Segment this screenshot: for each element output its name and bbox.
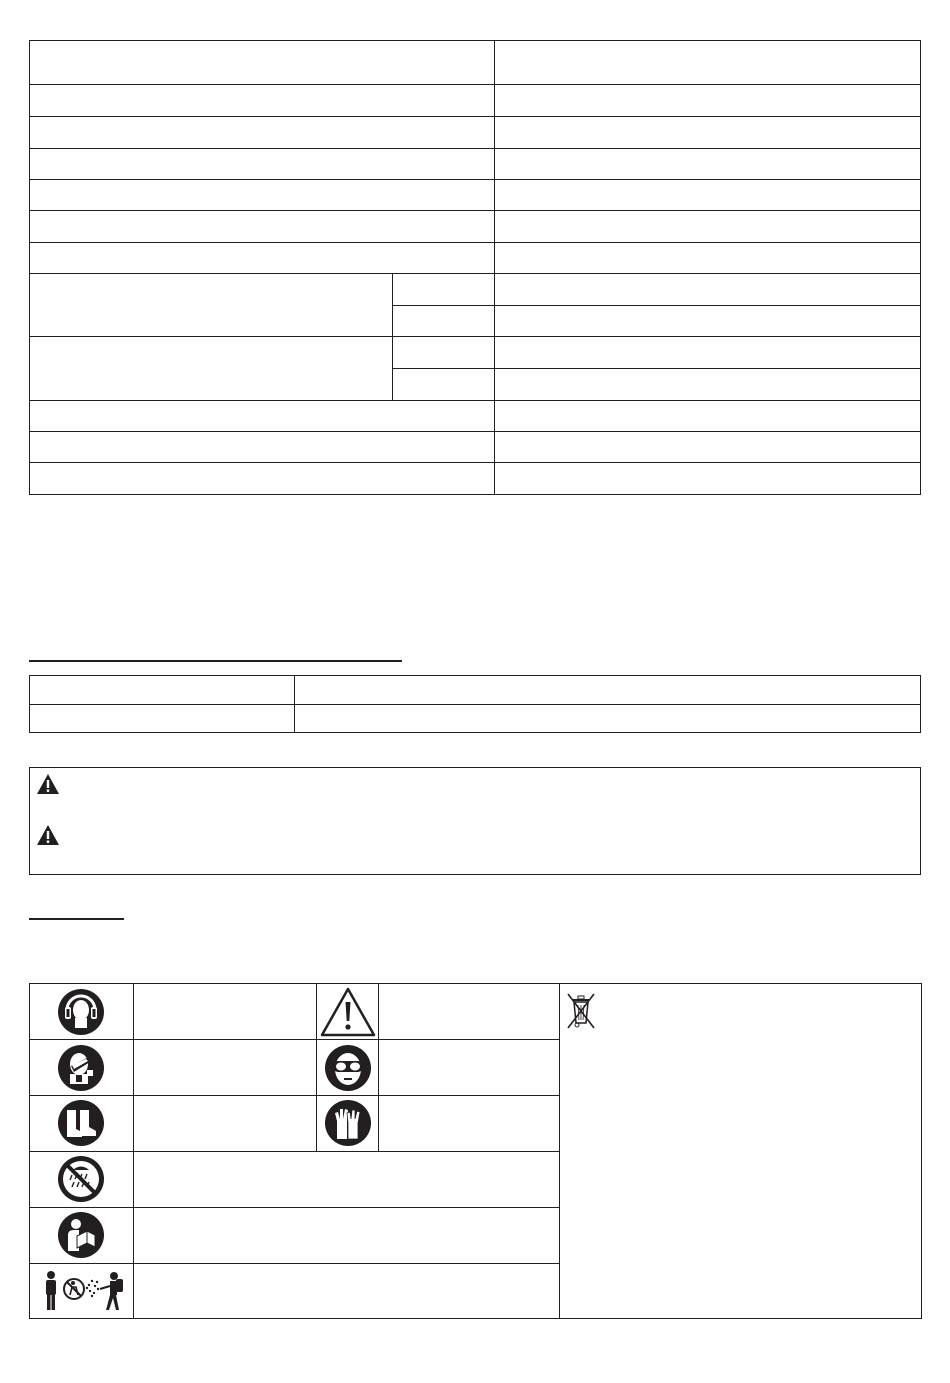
symbols-divider bbox=[316, 983, 317, 1151]
spec-table bbox=[29, 40, 921, 495]
spec-row-line bbox=[29, 462, 921, 463]
spec-row-line bbox=[29, 210, 921, 211]
spec-row-line bbox=[29, 336, 921, 337]
protective-gloves-icon bbox=[324, 1099, 372, 1147]
warning-box bbox=[29, 767, 921, 875]
spec-row-line bbox=[392, 368, 921, 369]
respirator-mask-icon bbox=[57, 1044, 105, 1092]
spec-row-line bbox=[29, 179, 921, 180]
spec-row-line bbox=[29, 242, 921, 243]
symbols-divider bbox=[559, 983, 560, 1319]
symbols-heading bbox=[29, 900, 124, 920]
symbols-row-line bbox=[29, 1263, 559, 1264]
spec-row-line bbox=[29, 273, 921, 274]
symbols-row-line bbox=[29, 1095, 559, 1096]
weee-crossed-bin-icon bbox=[563, 991, 599, 1031]
spec-row-line bbox=[29, 116, 921, 117]
spec-row-line bbox=[392, 305, 921, 306]
small-table-row-line bbox=[29, 704, 921, 705]
safety-boots-icon bbox=[57, 1099, 105, 1147]
safety-goggles-icon bbox=[324, 1044, 372, 1092]
symbols-row-line bbox=[29, 1039, 559, 1040]
spec-table-divider bbox=[494, 40, 495, 495]
spec-row-line bbox=[29, 84, 921, 85]
read-manual-icon bbox=[57, 1211, 105, 1259]
spec-row-line bbox=[29, 431, 921, 432]
symbols-row-line bbox=[29, 1151, 559, 1152]
warning-triangle-icon bbox=[36, 824, 60, 846]
symbols-row-line bbox=[29, 1207, 559, 1208]
section-heading bbox=[29, 642, 402, 662]
no-rain-exposure-icon bbox=[57, 1155, 105, 1203]
spec-row-line bbox=[29, 148, 921, 149]
keep-bystanders-away-icon bbox=[40, 1267, 126, 1315]
ear-protection-icon bbox=[57, 988, 105, 1036]
warning-triangle-icon bbox=[36, 773, 60, 795]
warning-sign-icon bbox=[320, 987, 376, 1037]
symbols-divider bbox=[378, 983, 379, 1151]
spec-row-line bbox=[29, 400, 921, 401]
